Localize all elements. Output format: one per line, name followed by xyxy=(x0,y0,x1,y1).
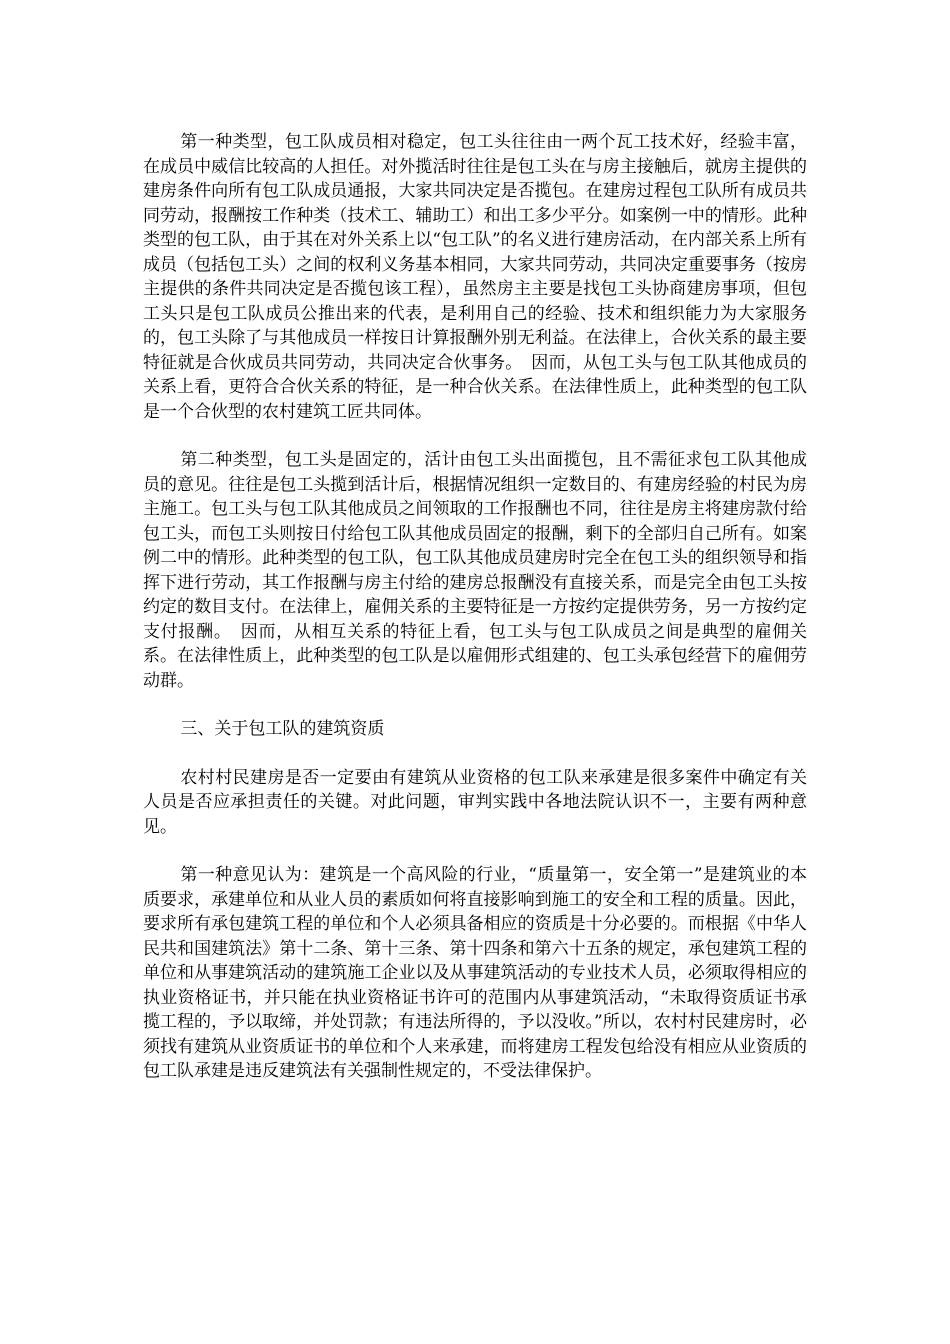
section-heading: 三、关于包工队的建筑资质 xyxy=(180,719,385,739)
paragraph-type-one: 第一种类型，包工队成员相对稳定，包工头往往由一两个瓦工技术好，经验丰富，在成员中威信比较高的人担任。对外揽活时往往是包工头在与房主接触后，就房主提供的建房条件向所有包工队成员通报，大家共同决定是否揽包。在建房过程包工队所有成员共同劳动，报酬按工作种类（技术工、辅助工）和出工多少平分。如案例一中的情形。此种类型的包工队，由于其在对外关系上以“包工队”的名义进行建房活动，在内部关系上所有成员（包括包工头）之间的权利义务基本相同，大家共同劳动，共同决定重要事务（按房主提供的条件共同决定是否揽包该工程），虽然房主主要是找包工头协商建房事项，但包工头只是包工队成员公推出来的代表，是利用自己的经验、技术和组织能力为大家服务的，包工头除了与其他成员一样按日计算报酬外别无利益。在法律上，合伙关系的最主要特征就是合伙成员共同劳动，共同决定合伙事务。 因而，从包工头与包工队其他成员的关系上看，更符合合伙关系的特征，是一种合伙关系。在法律性质上，此种类型的包工队是一个合伙型的农村建筑工匠共同体。 xyxy=(143,132,807,422)
paragraph-first-opinion: 第一种意见认为：建筑是一个高风险的行业，“质量第一，安全第一”是建筑业的本质要求，承建单位和从业人员的素质如何将直接影响到施工的安全和工程的质量。因此，要求所有承包建筑工程的单位和个人必须具备相应的资质是十分必要的。而根据《中华人民共和国建筑法》第十二条、第十三条、第十四条和第六十五条的规定，承包建筑工程的单位和从事建筑活动的建筑施工企业以及从事建筑活动的专业技术人员，必须取得相应的执业资格证书，并只能在执业资格证书许可的范围内从事建筑活动，“未取得资质证书承揽工程的，予以取缔，并处罚款；有违法所得的，予以没收。”所以，农村村民建房时，必须找有建筑从业资质证书的单位和个人来承建，而将建房工程发包给没有相应从业资质的包工队承建是违反建筑法有关强制性规定的，不受法律保护。 xyxy=(143,865,807,1081)
paragraph-type-two: 第二种类型，包工头是固定的，活计由包工头出面揽包，且不需征求包工队其他成员的意见。往往是包工头揽到活计后，根据情况组织一定数目的、有建房经验的村民为房主施工。包工头与包工队其他成员之间领取的工作报酬也不同，往往是房主将建房款付给包工头，而包工头则按日付给包工队其他成员固定的报酬，剩下的全部归自己所有。如案例二中的情形。此种类型的包工队，包工队其他成员建房时完全在包工头的组织领导和指挥下进行劳动，其工作报酬与房主付给的建房总报酬没有直接关系，而是完全由包工头按约定的数目支付。在法律上，雇佣关系的主要特征是一方按约定提供劳务，另一方按约定支付报酬。 因而，从相互关系的特征上看，包工头与包工队成员之间是典型的雇佣关系。在法律性质上，此种类型的包工队是以雇佣形式组建的、包工头承包经营下的雇佣劳动群。 xyxy=(143,450,807,691)
document-page xyxy=(143,130,807,1108)
paragraph-qualification-intro: 农村村民建房是否一定要由有建筑从业资格的包工队来承建是很多案件中确定有关人员是否应承担责任的关键。对此问题，审判实践中各地法院认识不一，主要有两种意见。 xyxy=(143,767,807,837)
